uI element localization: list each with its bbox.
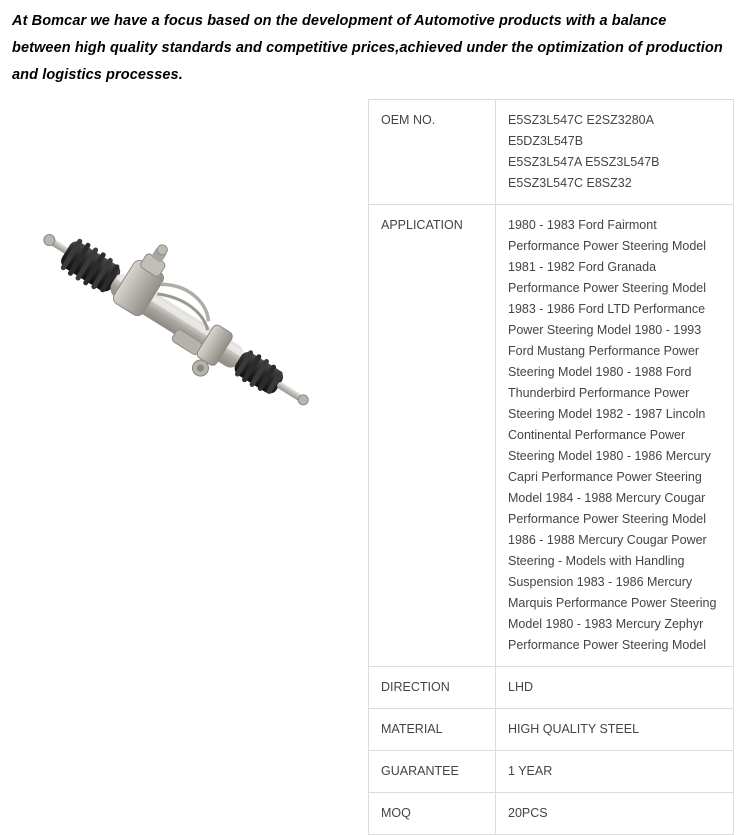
row-label-material: MATERIAL: [369, 709, 496, 751]
row-label-application: APPLICATION: [369, 205, 496, 667]
table-row: [369, 100, 734, 205]
row-label-direction: DIRECTION: [369, 667, 496, 709]
row-label-guarantee: GUARANTEE: [369, 751, 496, 793]
intro-paragraph: At Bomcar we have a focus based on the development of Automotive products with a balance between high quality standards and competitive prices,achieved under the optimization of production and logistics processes.: [12, 13, 723, 83]
table-row: [369, 793, 734, 835]
product-content: [0, 89, 744, 835]
table-row: [369, 709, 734, 751]
specification-table: [368, 99, 734, 835]
table-row: [369, 751, 734, 793]
product-image-panel: [0, 99, 368, 789]
row-value-guarantee: 1 YEAR: [496, 751, 734, 793]
oem-line-1: E5SZ3L547C E2SZ3280A E5DZ3L547B: [508, 113, 654, 148]
row-value-application: [496, 205, 734, 667]
row-value-oem: [496, 100, 734, 205]
table-row: [369, 667, 734, 709]
oem-line-2: E5SZ3L547A E5SZ3L547B: [508, 155, 660, 169]
steering-rack-image: [6, 109, 336, 529]
specification-table-wrap: [368, 99, 744, 835]
row-label-moq: MOQ: [369, 793, 496, 835]
table-row: [369, 205, 734, 667]
application-text: 1980 - 1983 Ford Fairmont Performance Power Steering Model 1981 - 1982 Ford Granada Performance Power Steering Model 1983 - 1986 Ford LTD Performance Power Steering Model 1980 - 1993 Ford Mustang Performance Power Steering Model 1980 - 1988 Ford Thunderbird Performance Power Steering Model 1982 - 1987 Lincoln Continental Performance Power Steering Model 1980 - 1986 Mercury Capri Performance Power Steering Model 1984 - 1988 Mercury Cougar Performance Power Steering Model 1986 - 1988 Mercury Cougar Power Steering - Models with Handling Suspension 1983 - 1986 Mercury Marquis Performance Power Steering Model 1980 - 1983 Mercury Zephyr Performance Power Steering Model: [508, 218, 717, 652]
row-value-material: HIGH QUALITY STEEL: [496, 709, 734, 751]
row-value-moq: 20PCS: [496, 793, 734, 835]
oem-line-3: E5SZ3L547C E8SZ32: [508, 176, 632, 190]
row-label-oem: OEM NO.: [369, 100, 496, 205]
row-value-direction: LHD: [496, 667, 734, 709]
